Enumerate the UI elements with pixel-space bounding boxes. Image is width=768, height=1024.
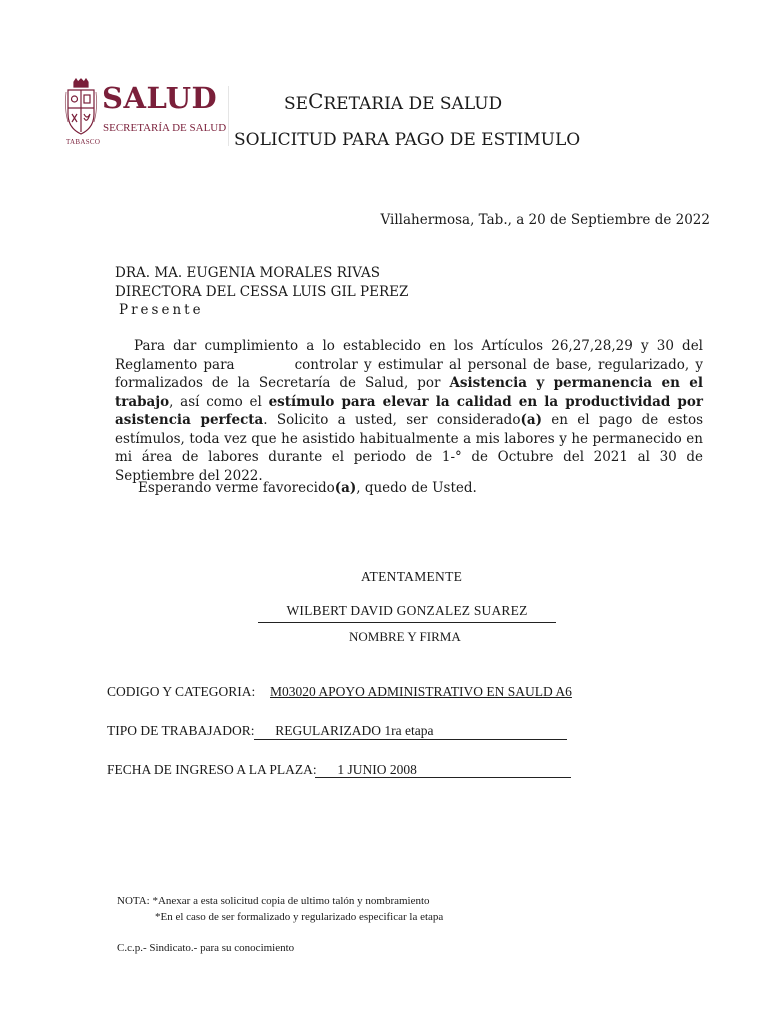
fecha-underline: [315, 777, 571, 778]
coat-of-arms-icon: [64, 78, 98, 140]
recipient-name: DRA. MA. EUGENIA MORALES RIVAS: [115, 265, 381, 281]
recipient-salutation: Presente: [119, 302, 204, 318]
salud-logo: [64, 78, 227, 146]
note-line-1: NOTA: *Anexar a esta solicitud copia de ultimo talón y nombramiento: [117, 895, 430, 907]
fecha-label: FECHA DE INGRESO A LA PLAZA:: [107, 762, 317, 777]
tipo-field: [107, 723, 433, 739]
date-line: Villahermosa, Tab., a 20 de Septiembre de 2022: [380, 212, 710, 228]
logo-subtitle: SECRETARÍA DE SALUD: [103, 122, 227, 134]
logo-state: TABASCO: [66, 138, 101, 146]
fecha-field: [107, 762, 417, 778]
recipient-title: DIRECTORA DEL CESSA LUIS GIL PEREZ: [115, 284, 409, 300]
codigo-value: M03020 APOYO ADMINISTRATIVO EN SAULD A6: [270, 684, 572, 699]
signature-label: NOMBRE Y FIRMA: [349, 629, 461, 644]
codigo-label: CODIGO Y CATEGORIA:: [107, 684, 256, 699]
ccp-line: C.c.p.- Sindicato.- para su conocimiento: [117, 942, 295, 954]
logo-wordmark: SALUD: [102, 81, 218, 115]
codigo-field: [107, 684, 572, 700]
closing-line: Esperando verme favorecido(a), quedo de Usted.: [138, 480, 477, 496]
tipo-label: TIPO DE TRABAJADOR:: [107, 723, 255, 738]
atentamente-label: ATENTAMENTE: [361, 569, 463, 584]
tipo-underline: [254, 739, 567, 740]
note-line-2: *En el caso de ser formalizado y regularizado especificar la etapa: [155, 911, 444, 923]
body-paragraph: Para dar cumplimiento a lo establecido en los Artículos 26,27,28,29 y 30 del Reglamento para controlar y estimular al personal de base, regularizado, y formalizados de la Secretaría de Salud, por Asistencia y permanencia en el trabajo, así como el estímulo para elevar la calidad en la productividad por asistencia perfecta. Solicito a usted, ser considerado(a) en el pago de estos estímulos, toda vez que he asistido habitualmente a mis labores y he permanecido en mi área de labores durante el periodo de 1-° de Octubre del 2021 al 30 de Septiembre del 2022.: [115, 338, 704, 484]
tipo-value: REGULARIZADO 1ra etapa: [275, 723, 434, 738]
logo-divider: [228, 86, 229, 146]
document-title: SECRETARIA DE SALUD: [284, 89, 503, 114]
signature-line: [258, 622, 556, 623]
signer-name: WILBERT DAVID GONZALEZ SUAREZ: [286, 603, 528, 618]
document-subtitle: SOLICITUD PARA PAGO DE ESTIMULO: [234, 130, 581, 150]
fecha-value: 1 JUNIO 2008: [337, 762, 417, 777]
